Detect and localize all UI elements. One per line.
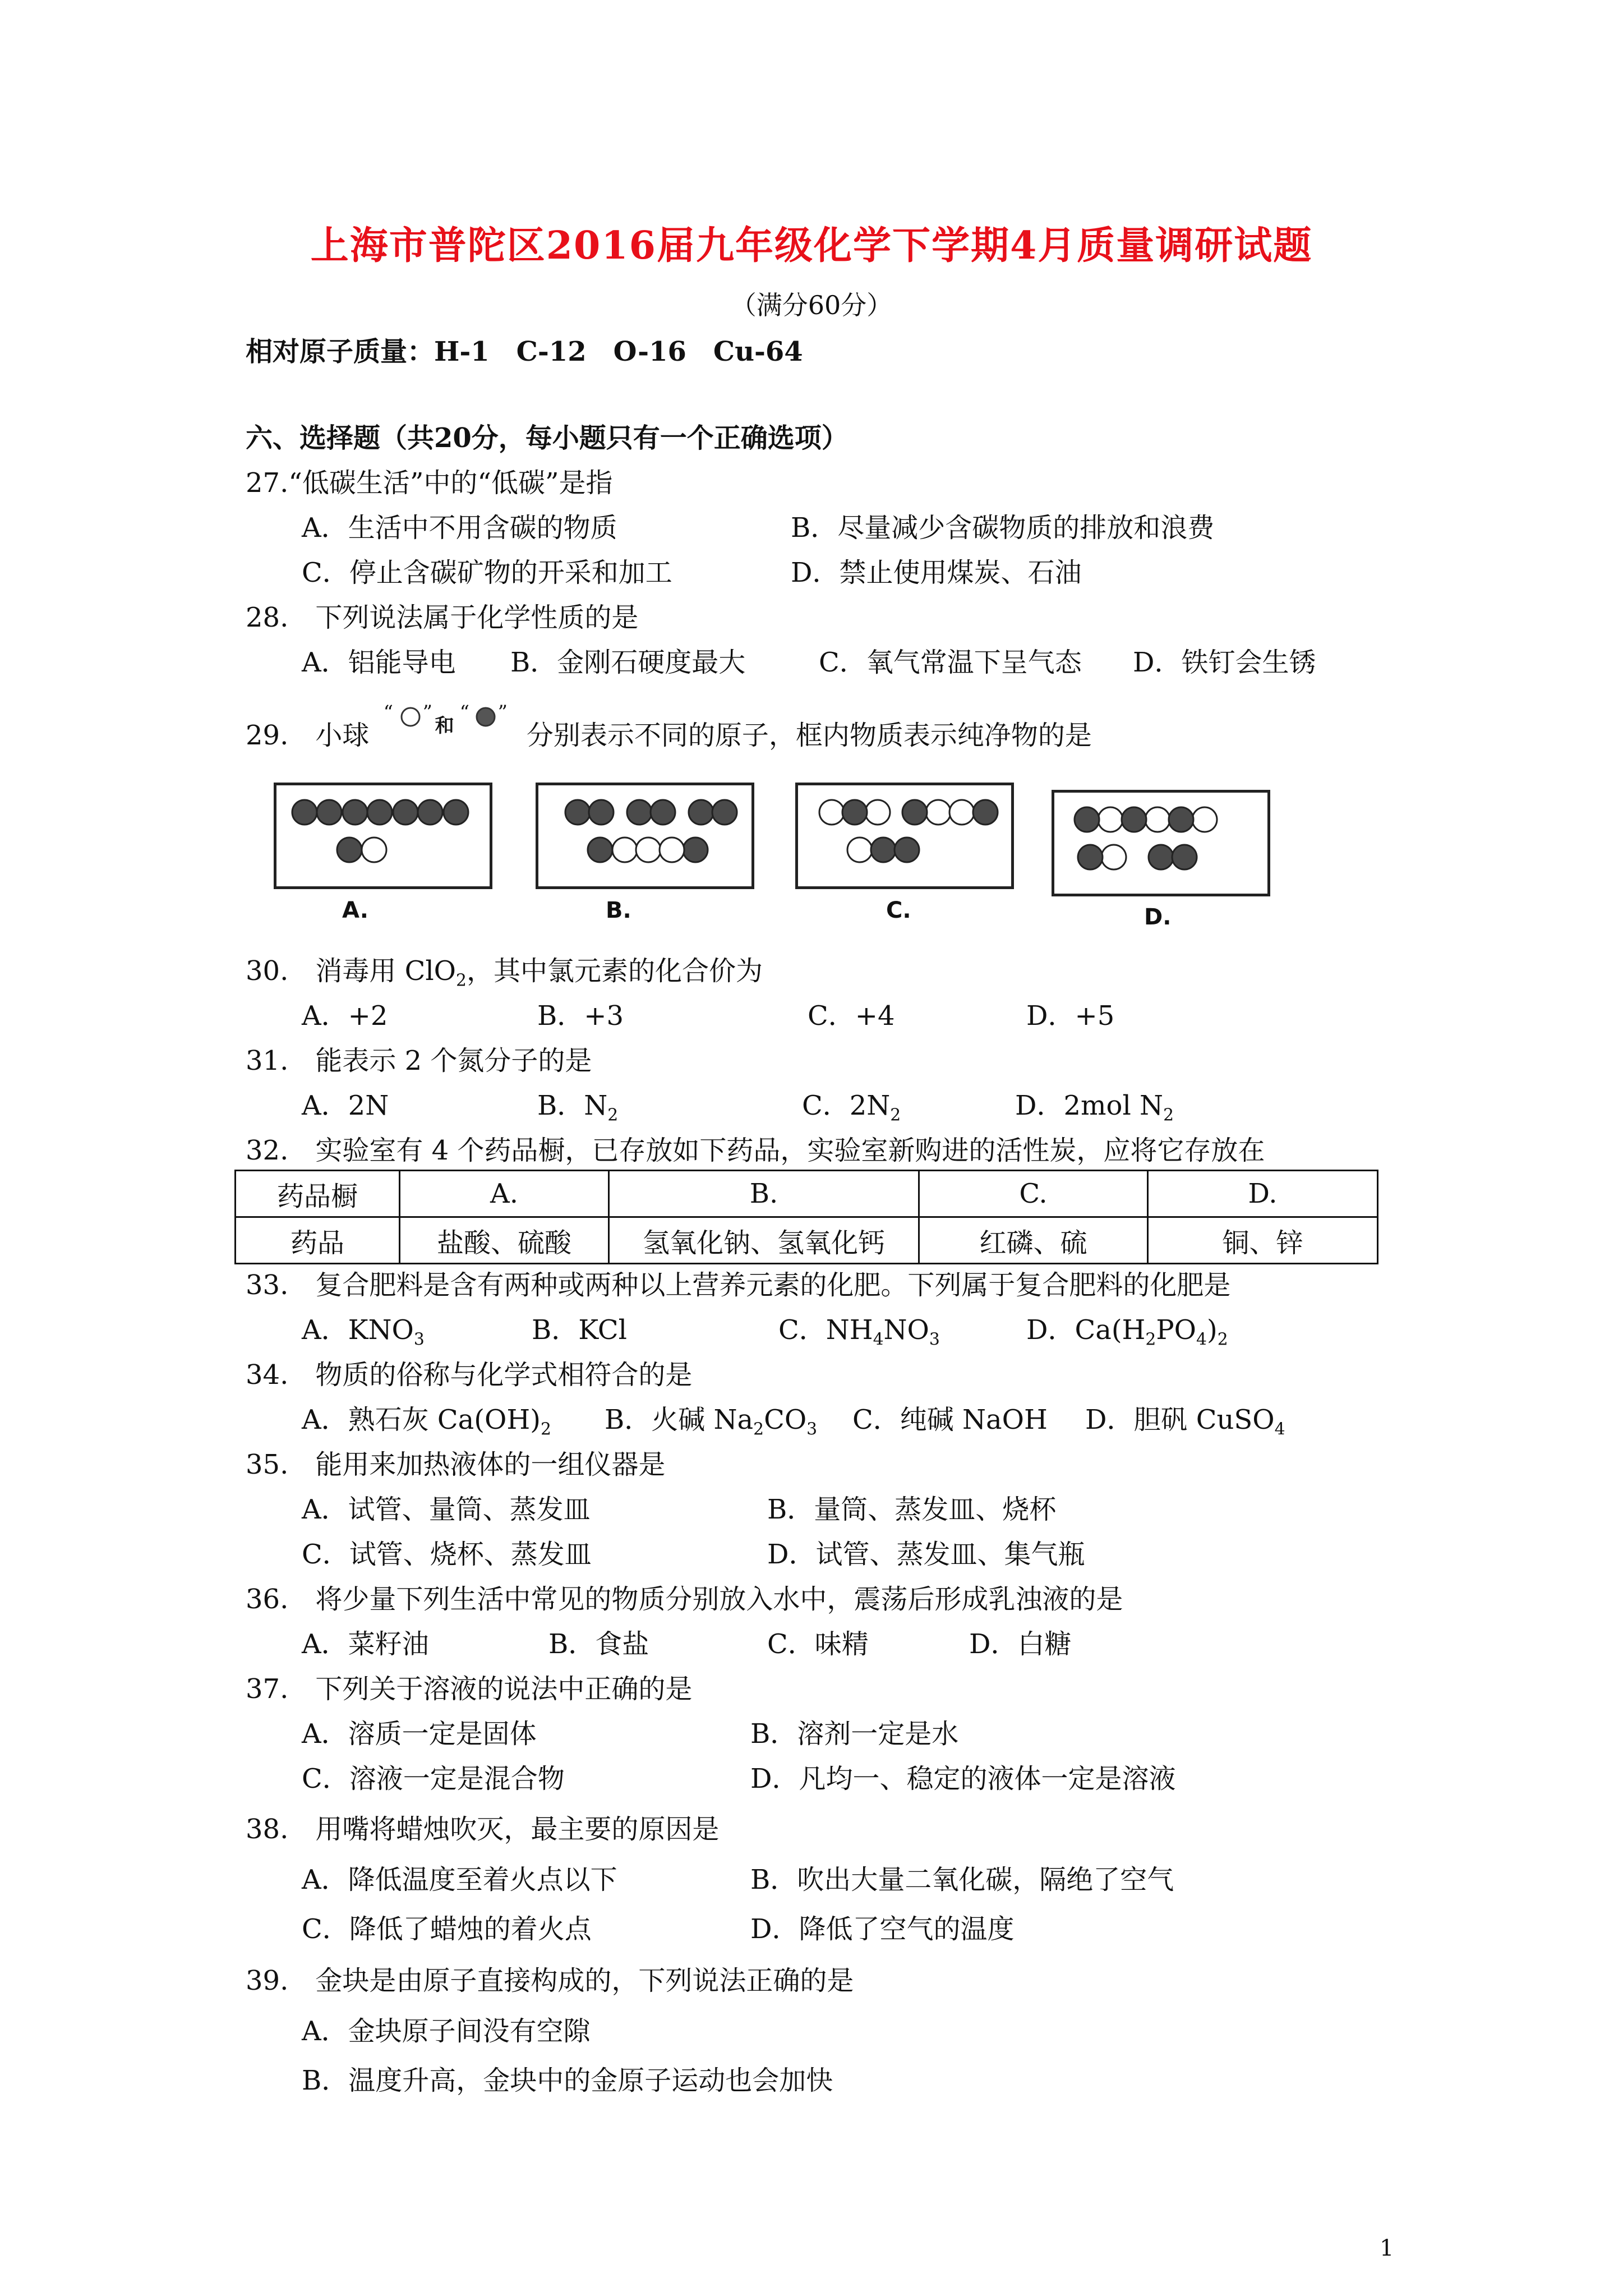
question-34-stem: 34. 物质的俗称与化学式相符合的是 [246, 1359, 693, 1391]
diagram-box-a [274, 783, 492, 889]
question-38-option-c: C．降低了蜡烛的着火点 [302, 1913, 592, 1945]
molecule-diagram-d [1054, 793, 1267, 894]
q33-d-post: ) [1206, 1314, 1218, 1346]
question-30-option-c: C．+4 [808, 1000, 895, 1032]
table-cell: 药品橱 [236, 1171, 400, 1217]
table-row [236, 1217, 1378, 1264]
q30-stem-pre: 30. 消毒用 ClO [246, 955, 457, 987]
question-37-option-b: B．溶剂一定是水 [750, 1718, 959, 1750]
molecule-diagram-c [798, 785, 1011, 886]
q34-b-pre: B．火碱 Na [605, 1404, 754, 1435]
full-score-note: （满分60分） [730, 290, 893, 320]
atom-legend [378, 701, 518, 747]
q31-b-pre: B．N [537, 1090, 608, 1121]
q34-d-sub: 4 [1274, 1419, 1285, 1439]
question-27-option-a: A．生活中不用含碳的物质 [302, 512, 617, 544]
q33-d-sub2: 4 [1196, 1329, 1207, 1350]
question-29-stem-prefix: 29. 小球 [246, 720, 370, 751]
question-31-option-d [1015, 1084, 1174, 1125]
q33-c-pre: C．NH [778, 1314, 873, 1346]
table-cell: C. [919, 1171, 1148, 1217]
question-35-stem: 35. 能用来加热液体的一组仪器是 [246, 1449, 666, 1480]
question-33-option-a [302, 1308, 425, 1350]
question-37-option-c: C．溶液一定是混合物 [302, 1763, 565, 1795]
table-cell: 氢氧化钠、氢氧化钙 [609, 1217, 919, 1264]
question-34-option-b [605, 1398, 817, 1439]
q34-b-mid: CO [764, 1404, 807, 1435]
question-28-option-d: D．铁钉会生锈 [1133, 647, 1316, 678]
diagram-label-a: A. [342, 898, 368, 923]
q33-c-sub1: 4 [873, 1329, 884, 1350]
legend-quote-open-2: “ [459, 701, 469, 724]
question-38-option-d: D．降低了空气的温度 [750, 1913, 1015, 1945]
table-cell: D. [1148, 1171, 1378, 1217]
q33-d-sub1: 2 [1145, 1329, 1156, 1350]
question-29-stem-suffix: 分别表示不同的原子，框内物质表示纯净物的是 [526, 720, 1092, 751]
legend-quote-close-1: ” [422, 701, 432, 724]
q34-d-pre: D．胆矾 CuSO [1085, 1404, 1275, 1435]
question-37-stem: 37. 下列关于溶液的说法中正确的是 [246, 1673, 693, 1705]
table-cell: 红磷、硫 [919, 1217, 1148, 1264]
question-36-option-a: A．菜籽油 [302, 1628, 429, 1660]
table-cell: A. [400, 1171, 609, 1217]
table-row [236, 1171, 1378, 1217]
question-36-option-c: C．味精 [767, 1628, 869, 1660]
q33-d-pre: D．Ca(H [1026, 1314, 1146, 1346]
q31-c-pre: C．2N [802, 1090, 891, 1121]
question-30-stem [246, 949, 763, 991]
question-36-option-b: B．食盐 [548, 1628, 649, 1660]
question-37-option-a: A．溶质一定是固体 [302, 1718, 537, 1750]
q31-c-sub: 2 [890, 1105, 901, 1125]
q33-a-pre: A．KNO [302, 1314, 414, 1346]
question-30-option-d: D．+5 [1026, 1000, 1115, 1032]
diagram-box-c [795, 783, 1014, 889]
molecule-diagram-b [538, 785, 751, 886]
q31-d-pre: D．2mol N [1015, 1090, 1164, 1121]
question-39-stem: 39. 金块是由原子直接构成的，下列说法正确的是 [246, 1965, 854, 1996]
page-number: 1 [1380, 2235, 1394, 2261]
question-28-option-b: B．金刚石硬度最大 [510, 647, 746, 678]
table-cell: B. [609, 1171, 919, 1217]
diagram-label-d: D. [1144, 904, 1172, 930]
q34-a-sub: 2 [540, 1419, 551, 1439]
q33-c-mid: NO [883, 1314, 929, 1346]
atomic-masses: 相对原子质量：H-1 C-12 O-16 Cu-64 [246, 336, 803, 367]
exam-title: 上海市普陀区2016届九年级化学下学期4月质量调研试题 [310, 223, 1313, 268]
question-31-stem: 31. 能表示 2 个氮分子的是 [246, 1045, 592, 1076]
question-31-option-c [802, 1084, 901, 1125]
table-cell: 铜、锌 [1148, 1217, 1378, 1264]
question-32-stem: 32. 实验室有 4 个药品橱，已存放如下药品，实验室新购进的活性炭，应将它存放在 [246, 1135, 1265, 1166]
section-header: 六、选择题（共20分，每小题只有一个正确选项） [246, 422, 849, 454]
question-35-option-c: C．试管、烧杯、蒸发皿 [302, 1539, 592, 1570]
legend-quote-open-1: “ [383, 701, 393, 724]
question-36-stem: 36. 将少量下列生活中常见的物质分别放入水中，震荡后形成乳浊液的是 [246, 1584, 1123, 1615]
diagram-box-d [1052, 790, 1270, 896]
question-39-option-a: A．金块原子间没有空隙 [302, 2016, 591, 2047]
q33-d-mid: PO [1156, 1314, 1197, 1346]
molecule-diagram-a [276, 785, 490, 886]
white-atom-icon [399, 706, 422, 728]
question-28-option-a: A．铝能导电 [302, 647, 456, 678]
question-34-option-d [1085, 1398, 1285, 1439]
question-30-option-b: B．+3 [537, 1000, 624, 1032]
question-33-option-c [778, 1308, 940, 1350]
question-39-option-b: B．温度升高，金块中的金原子运动也会加快 [302, 2065, 833, 2096]
q34-b-sub1: 2 [753, 1419, 764, 1439]
question-27-option-d: D．禁止使用煤炭、石油 [791, 557, 1082, 588]
question-34-option-a [302, 1398, 551, 1439]
question-35-option-d: D．试管、蒸发皿、集气瓶 [767, 1539, 1085, 1570]
legend-quote-close-2: ” [497, 701, 508, 724]
question-35-option-b: B．量筒、蒸发皿、烧杯 [767, 1494, 1057, 1525]
question-31-option-a: A．2N [302, 1090, 389, 1121]
question-34-option-c: C．纯碱 NaOH [852, 1404, 1048, 1435]
q30-stem-post: ，其中氯元素的化合价为 [466, 955, 763, 987]
question-38-option-a: A．降低温度至着火点以下 [302, 1864, 617, 1895]
question-27-option-c: C．停止含碳矿物的开采和加工 [302, 557, 672, 588]
question-28-stem: 28. 下列说法属于化学性质的是 [246, 602, 639, 633]
q34-b-sub2: 3 [806, 1419, 818, 1439]
question-30-option-a: A．+2 [302, 1000, 388, 1032]
q31-b-sub: 2 [607, 1105, 619, 1125]
table-cell: 药品 [236, 1217, 400, 1264]
question-33-stem: 33. 复合肥料是含有两种或两种以上营养元素的化肥。下列属于复合肥料的化肥是 [246, 1269, 1231, 1301]
question-38-option-b: B．吹出大量二氧化碳，隔绝了空气 [750, 1864, 1174, 1895]
diagram-label-c: C. [886, 898, 911, 923]
question-27-stem: 27.“低碳生活”中的“低碳”是指 [246, 467, 613, 499]
question-27-option-b: B．尽量减少含碳物质的排放和浪费 [791, 512, 1215, 544]
question-31-option-b [537, 1084, 618, 1125]
question-33-option-b: B．KCl [532, 1314, 627, 1346]
question-33-option-d [1026, 1308, 1228, 1350]
question-35-option-a: A．试管、量筒、蒸发皿 [302, 1494, 591, 1525]
q33-a-sub: 3 [413, 1329, 425, 1350]
medicine-cabinet-table [234, 1170, 1378, 1264]
question-36-option-d: D．白糖 [969, 1628, 1072, 1660]
question-37-option-d: D．凡均一、稳定的液体一定是溶液 [750, 1763, 1176, 1795]
diagram-label-b: B. [606, 898, 631, 923]
q33-d-sub3: 2 [1217, 1329, 1228, 1350]
question-29-stem [246, 701, 1092, 752]
q31-d-sub: 2 [1163, 1105, 1174, 1125]
diagram-box-b [536, 783, 754, 889]
table-cell: 盐酸、硫酸 [400, 1217, 609, 1264]
q30-stem-sub: 2 [456, 970, 467, 991]
legend-and: 和 [435, 715, 454, 737]
q34-a-pre: A．熟石灰 Ca(OH) [302, 1404, 541, 1435]
question-38-stem: 38. 用嘴将蜡烛吹灭，最主要的原因是 [246, 1814, 720, 1845]
q33-c-sub2: 3 [929, 1329, 940, 1350]
dark-atom-icon [474, 706, 497, 728]
question-28-option-c: C．氧气常温下呈气态 [819, 647, 1082, 678]
